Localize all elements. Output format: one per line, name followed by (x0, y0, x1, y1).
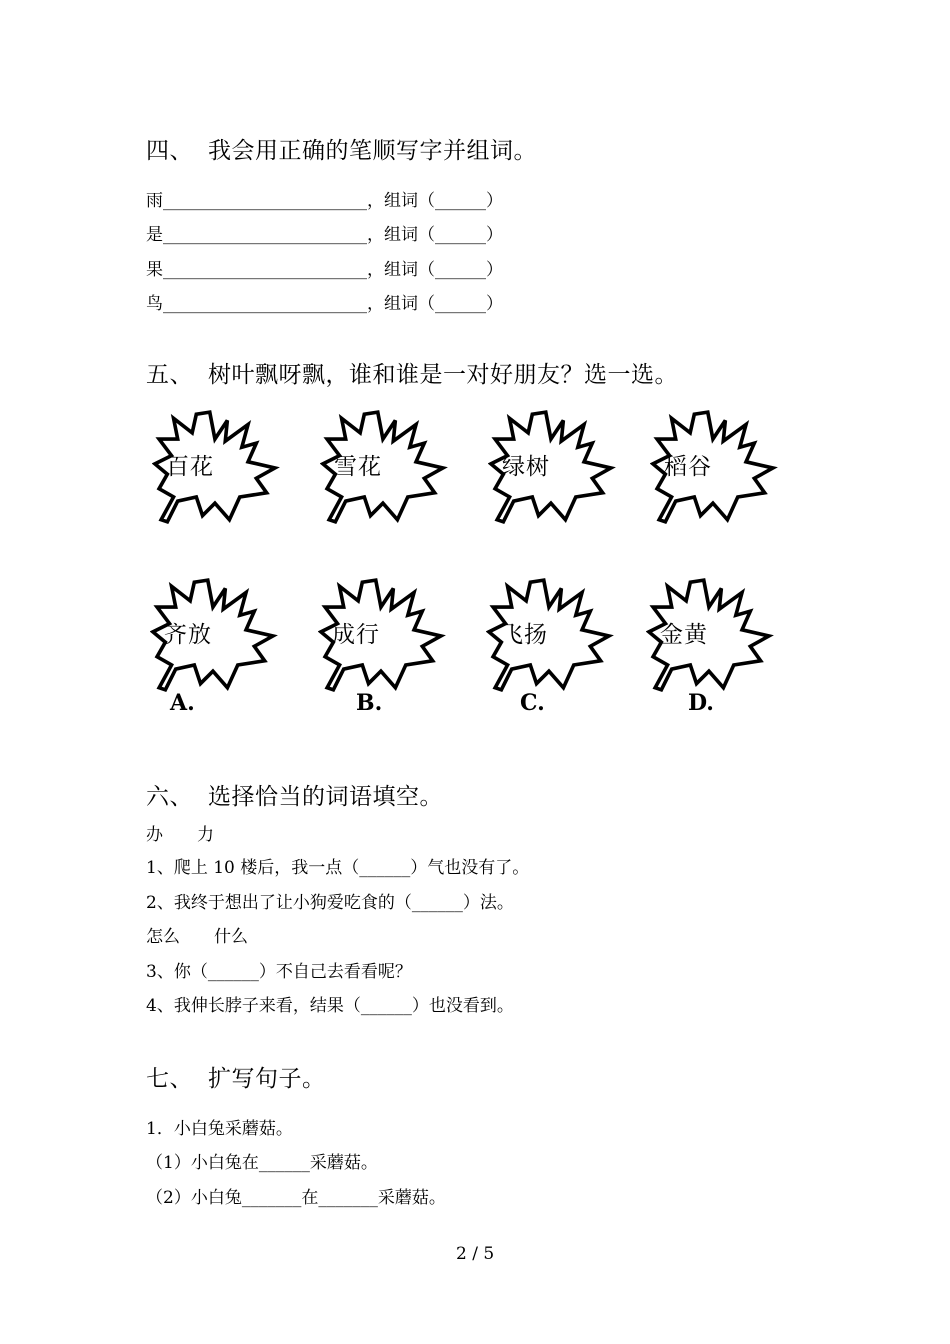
stroke-row (146, 220, 503, 245)
question-4[interactable]: 4、我伸长脖子来看，结果（______）也没看到。 (146, 996, 514, 1016)
word-blank[interactable]: ，组词（______） (367, 191, 503, 211)
word-blank[interactable]: ，组词（______） (367, 225, 503, 245)
leaf-card[interactable] (318, 576, 448, 696)
stroke-row-char: 鸟 (146, 294, 163, 314)
write-line[interactable]: ________________________ (163, 191, 367, 211)
leaf-word: 稻谷 (664, 454, 712, 480)
leaf-word: 齐放 (164, 622, 212, 648)
page-number: 2 / 5 (456, 1244, 495, 1264)
section-7-number: 七、 (146, 1066, 193, 1092)
question-1[interactable]: 1、爬上 10 楼后，我一点（______）气也没有了。 (146, 858, 530, 878)
section-5-title: 树叶飘呀飘，谁和谁是一对好朋友？选一选。 (208, 362, 678, 388)
section-6-title: 选择恰当的词语填空。 (208, 784, 443, 810)
question-2[interactable]: 2、我终于想出了让小狗爱吃食的（______）法。 (146, 893, 514, 913)
leaf-card[interactable] (650, 408, 780, 528)
stroke-row (146, 186, 503, 211)
write-line[interactable]: ________________________ (163, 225, 367, 245)
word-blank[interactable]: ，组词（______） (367, 294, 503, 314)
question-3[interactable]: 3、你（______）不自己去看看呢？ (146, 962, 412, 982)
leaf-card[interactable] (646, 576, 776, 696)
section-5-number: 五、 (146, 362, 193, 388)
word-blank[interactable]: ，组词（______） (367, 260, 503, 280)
leaf-card[interactable] (150, 576, 280, 696)
expand-sub-2[interactable]: （2）小白兔_______在_______采蘑菇。 (146, 1188, 446, 1208)
expand-sub-1[interactable]: （1）小白兔在______采蘑菇。 (146, 1153, 378, 1173)
section-7-heading (146, 1060, 326, 1093)
expand-item: 1．小白兔采蘑菇。 (146, 1119, 293, 1139)
stroke-row-char: 雨 (146, 191, 163, 211)
option-label-d: D. (688, 690, 714, 716)
write-line[interactable]: ________________________ (163, 260, 367, 280)
option-label-b: B. (356, 690, 383, 716)
stroke-row-char: 是 (146, 225, 163, 245)
leaf-word: 绿树 (502, 454, 550, 480)
leaf-card[interactable] (320, 408, 450, 528)
stroke-row (146, 289, 503, 314)
stroke-row (146, 255, 503, 280)
leaf-word: 百花 (166, 454, 214, 480)
section-4-number: 四、 (146, 138, 193, 164)
leaf-card[interactable] (486, 576, 616, 696)
word-choices-1: 办 力 (146, 825, 214, 845)
option-label-a: A. (170, 690, 195, 716)
section-5-heading (146, 356, 678, 389)
leaf-word: 雪花 (334, 454, 382, 480)
section-4-heading (146, 132, 537, 165)
section-6-heading (146, 778, 443, 811)
option-label-c: C. (520, 690, 545, 716)
leaf-word: 飞扬 (500, 622, 548, 648)
write-line[interactable]: ________________________ (163, 294, 367, 314)
stroke-row-char: 果 (146, 260, 163, 280)
section-6-number: 六、 (146, 784, 193, 810)
section-7-title: 扩写句子。 (208, 1066, 326, 1092)
leaf-word: 金黄 (660, 622, 708, 648)
leaf-word: 成行 (332, 622, 380, 648)
leaf-card[interactable] (488, 408, 618, 528)
section-4-title: 我会用正确的笔顺写字并组词。 (208, 138, 537, 164)
leaf-card[interactable] (152, 408, 282, 528)
word-choices-2: 怎么 什么 (146, 927, 248, 947)
